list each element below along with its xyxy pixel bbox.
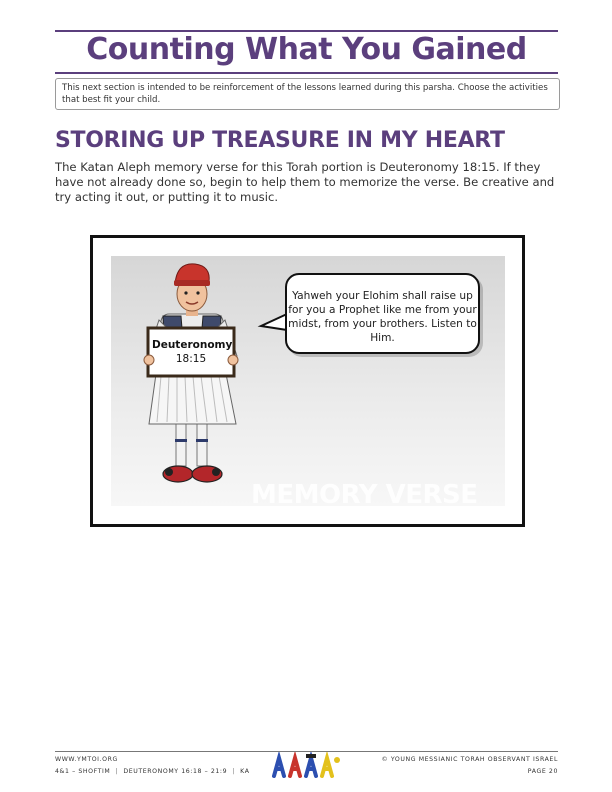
speech-bubble: Yahweh your Elohim shall raise up for you a Prophet like me from your midst, from your brothers. Listen to Him. — [285, 273, 480, 354]
footer-website: WWW.YMTOI.ORG — [55, 756, 118, 763]
footer-copyright: © YOUNG MESSIANIC TORAH OBSERVANT ISRAEL — [381, 756, 558, 763]
sign-line-book: Deuteronomy — [152, 339, 233, 351]
memory-verse-watermark: MEMORY VERSE — [251, 480, 478, 506]
kids-logo-icon — [268, 752, 344, 778]
footer-level: KA — [240, 768, 250, 775]
footer-separator: | — [229, 768, 238, 775]
memory-verse-frame — [90, 235, 525, 527]
section-heading: STORING UP TREASURE IN MY HEART — [55, 128, 505, 153]
page-title: Counting What You Gained — [86, 32, 527, 67]
footer-portion-info — [55, 768, 250, 775]
footer-separator: | — [112, 768, 121, 775]
footer-reference: DEUTERONOMY 16:18 – 21:9 — [123, 768, 228, 775]
title-rule — [55, 72, 558, 74]
footer-page-number: PAGE 20 — [527, 768, 558, 775]
footer-portion: 4&1 – SHOFTIM — [55, 768, 111, 775]
sign-line-verse: 18:15 — [175, 353, 207, 365]
intro-box: This next section is intended to be reinforcement of the lessons learned during this parsha. Choose the activities that best fit your child. — [55, 78, 560, 110]
body-paragraph: The Katan Aleph memory verse for this Torah portion is Deuteronomy 18:15. If they have not already done so, begin to help them to memorize the verse. Be creative and try acting it out, or putting it to music. — [55, 160, 555, 204]
sign-verse-reference — [152, 338, 233, 366]
memory-verse-panel — [111, 256, 505, 506]
